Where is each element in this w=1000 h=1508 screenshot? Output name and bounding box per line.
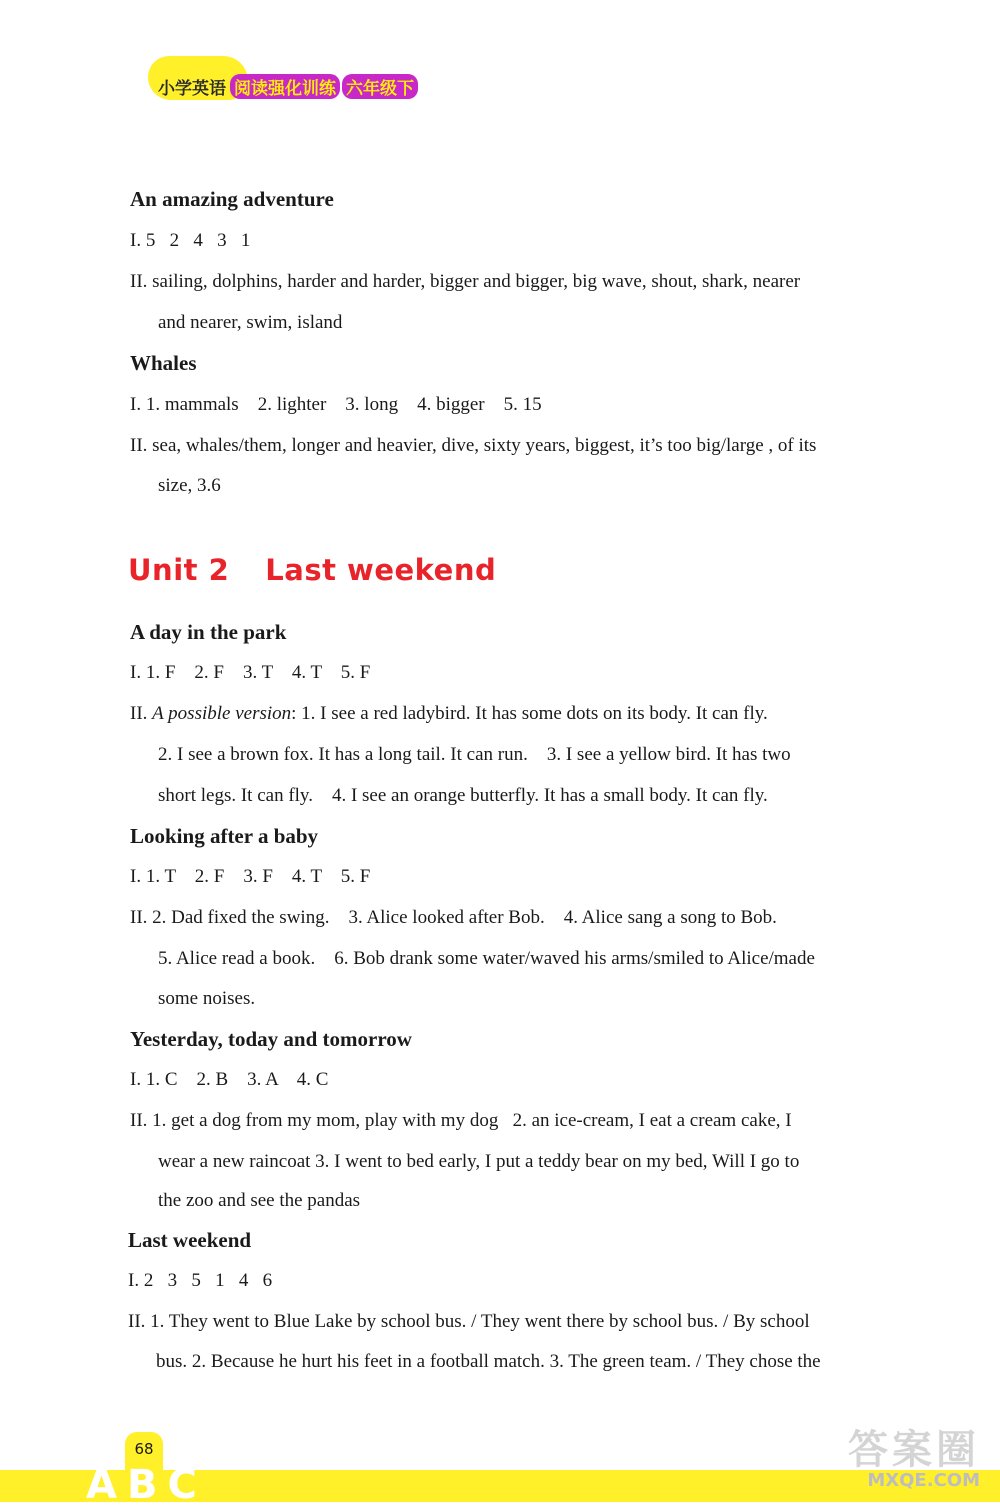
header-title-series: 阅读强化训练	[230, 74, 340, 99]
watermark	[848, 1427, 980, 1492]
section-title-looking-after-baby: Looking after a baby	[130, 824, 319, 848]
answer-text: : 1. I see a red ladybird. It has some dots on its body. It can fly.	[291, 703, 768, 724]
header-title-grade: 六年级下	[342, 74, 418, 99]
answer-line: I. 1. mammals 2. lighter 3. long 4. bigger 5. 15	[130, 394, 542, 415]
answer-line: I. 5 2 4 3 1	[130, 230, 251, 251]
page-footer	[0, 1422, 1000, 1508]
section-title-last-weekend: Last weekend	[128, 1228, 252, 1252]
possible-version-label: A possible version	[152, 703, 292, 724]
answer-line: II. sailing, dolphins, harder and harder, bigger and bigger, big wave, shout, shark, nearer	[130, 271, 801, 292]
page-number: 68	[125, 1432, 163, 1470]
header-title	[158, 74, 420, 99]
section-title-day-in-park: A day in the park	[130, 620, 287, 644]
answer-line: I. 1. F 2. F 3. T 4. T 5. F	[130, 662, 371, 683]
answer-line: I. 1. T 2. F 3. F 4. T 5. F	[130, 866, 371, 887]
answer-line: the zoo and see the pandas	[158, 1190, 361, 1211]
unit-heading	[128, 553, 496, 587]
section-title-whales: Whales	[130, 351, 197, 375]
answer-line: wear a new raincoat 3. I went to bed early, I put a teddy bear on my bed, Will I go to	[158, 1151, 800, 1172]
answer-line: I. 2 3 5 1 4 6	[128, 1270, 273, 1291]
answer-line	[130, 703, 768, 725]
answer-line: and nearer, swim, island	[158, 312, 343, 333]
answer-line: II. sea, whales/them, longer and heavier, dive, sixty years, biggest, it’s too big/large , of its	[130, 435, 817, 456]
answer-line: some noises.	[158, 988, 256, 1009]
unit-label: Unit 2	[128, 553, 230, 587]
answer-prefix: II.	[130, 703, 153, 724]
answer-line: I. 1. C 2. B 3. A 4. C	[130, 1069, 329, 1090]
answer-line: II. 1. get a dog from my mom, play with my dog 2. an ice-cream, I eat a cream cake, I	[130, 1110, 792, 1131]
answer-line: II. 2. Dad fixed the swing. 3. Alice looked after Bob. 4. Alice sang a song to Bob.	[130, 907, 777, 928]
watermark-url: MXQE.COM	[867, 1470, 980, 1491]
footer-abc-letters: ABC	[86, 1462, 207, 1508]
section-title-yesterday-today-tomorrow: Yesterday, today and tomorrow	[130, 1027, 412, 1051]
answer-line: size, 3.6	[158, 475, 221, 496]
answer-line: 5. Alice read a book. 6. Bob drank some water/waved his arms/smiled to Alice/made	[158, 948, 815, 969]
unit-title: Last weekend	[265, 553, 497, 587]
answer-line: bus. 2. Because he hurt his feet in a football match. 3. The green team. / They chose the	[156, 1351, 821, 1372]
answer-line: II. 1. They went to Blue Lake by school bus. / They went there by school bus. / By school	[128, 1311, 810, 1332]
answer-line: 2. I see a brown fox. It has a long tail. It can run. 3. I see a yellow bird. It has two	[158, 744, 791, 765]
watermark-logo-text: 答案圈	[848, 1427, 980, 1473]
answer-line: short legs. It can fly. 4. I see an orange butterfly. It has a small body. It can fly.	[158, 785, 768, 806]
header-title-subject: 小学英语	[158, 79, 226, 99]
section-title-amazing-adventure: An amazing adventure	[130, 187, 334, 211]
